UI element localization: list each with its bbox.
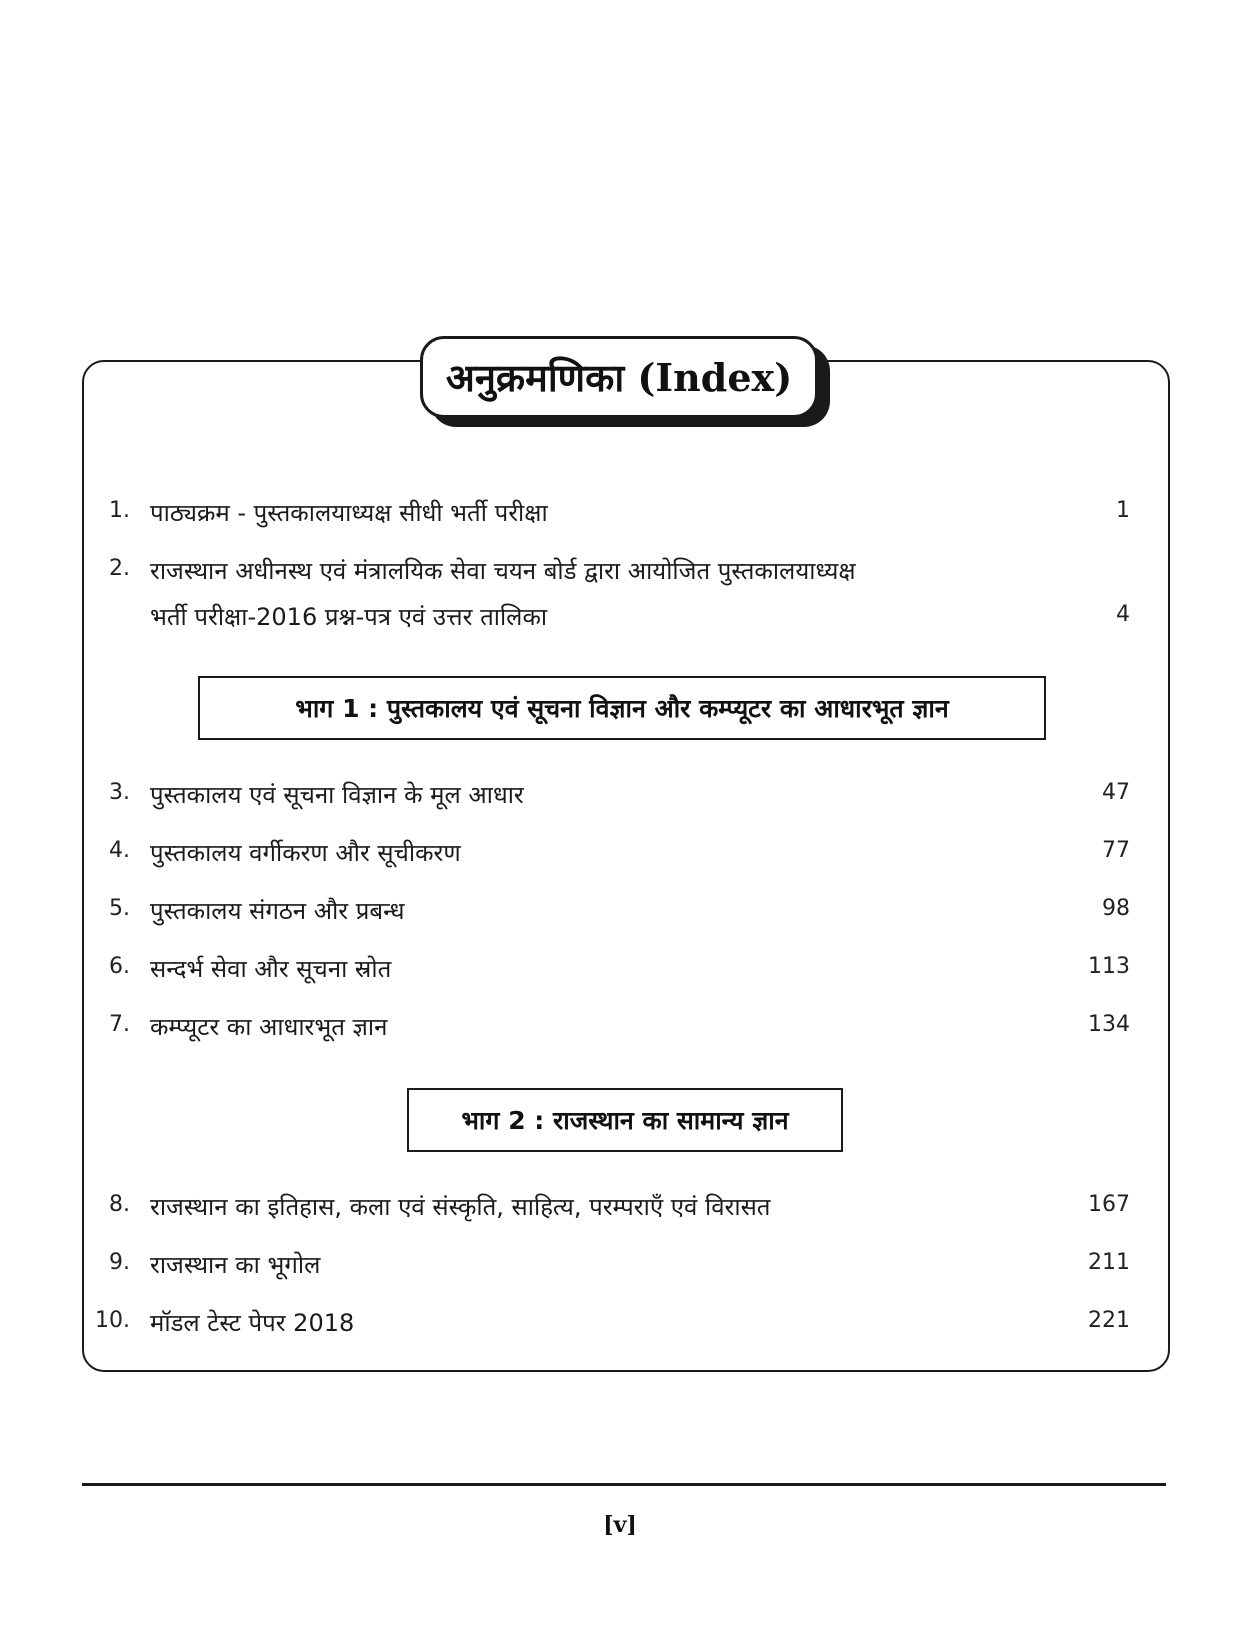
page-title: अनुक्रमणिका (Index)	[445, 355, 793, 400]
entry-number: 2.	[109, 556, 130, 581]
index-entry-2-continued	[0, 596, 1240, 640]
entry-number: 8.	[109, 1192, 130, 1217]
index-entry-4	[0, 832, 1240, 876]
entry-page: 98	[1102, 896, 1130, 921]
index-entry-6	[0, 948, 1240, 992]
index-entry-10	[0, 1302, 1240, 1346]
entry-page: 77	[1102, 838, 1130, 863]
entry-title: पुस्तकालय संगठन और प्रबन्ध	[150, 897, 405, 925]
index-entry-8	[0, 1186, 1240, 1230]
part-2-heading: भाग 2 : राजस्थान का सामान्य ज्ञान	[407, 1088, 843, 1152]
title-box	[420, 336, 818, 418]
entry-page: 47	[1102, 780, 1130, 805]
index-entry-1	[0, 492, 1240, 536]
entry-title-line2: भर्ती परीक्षा-2016 प्रश्न-पत्र एवं उत्तर तालिका	[150, 603, 548, 631]
entry-title: राजस्थान का इतिहास, कला एवं संस्कृति, साहित्य, परम्पराएँ एवं विरासत	[150, 1193, 771, 1221]
footer-rule	[82, 1483, 1166, 1486]
entry-title: सन्दर्भ सेवा और सूचना स्रोत	[150, 955, 392, 983]
entry-number: 3.	[109, 780, 130, 805]
entry-page: 221	[1088, 1308, 1130, 1333]
entry-page: 1	[1116, 498, 1130, 523]
entry-title: राजस्थान अधीनस्थ एवं मंत्रालयिक सेवा चयन बोर्ड द्वारा आयोजित पुस्तकालयाध्यक्ष	[150, 557, 856, 585]
entry-title: कम्प्यूटर का आधारभूत ज्ञान	[150, 1013, 388, 1041]
entry-title: पुस्तकालय वर्गीकरण और सूचीकरण	[150, 839, 461, 867]
entry-page: 134	[1088, 1012, 1130, 1037]
entry-title: मॉडल टेस्ट पेपर 2018	[150, 1309, 355, 1337]
entry-page: 4	[1116, 602, 1130, 627]
index-entry-3	[0, 774, 1240, 818]
part-1-heading: भाग 1 : पुस्तकालय एवं सूचना विज्ञान और कम्प्यूटर का आधारभूत ज्ञान	[198, 676, 1046, 740]
entry-title: पुस्तकालय एवं सूचना विज्ञान के मूल आधार	[150, 781, 524, 809]
entry-number: 10.	[95, 1308, 130, 1333]
entry-number: 4.	[109, 838, 130, 863]
index-entry-7	[0, 1006, 1240, 1050]
entry-page: 211	[1088, 1250, 1130, 1275]
index-entry-2	[0, 550, 1240, 594]
entry-title: पाठ्यक्रम - पुस्तकालयाध्यक्ष सीधी भर्ती परीक्षा	[150, 499, 548, 527]
index-entry-9	[0, 1244, 1240, 1288]
entry-title: राजस्थान का भूगोल	[150, 1251, 321, 1279]
page-number: [v]	[603, 1512, 637, 1538]
entry-page: 113	[1088, 954, 1130, 979]
entry-number: 5.	[109, 896, 130, 921]
index-entry-5	[0, 890, 1240, 934]
entry-number: 9.	[109, 1250, 130, 1275]
entry-number: 6.	[109, 954, 130, 979]
entry-number: 7.	[109, 1012, 130, 1037]
entry-page: 167	[1088, 1192, 1130, 1217]
entry-number: 1.	[109, 498, 130, 523]
